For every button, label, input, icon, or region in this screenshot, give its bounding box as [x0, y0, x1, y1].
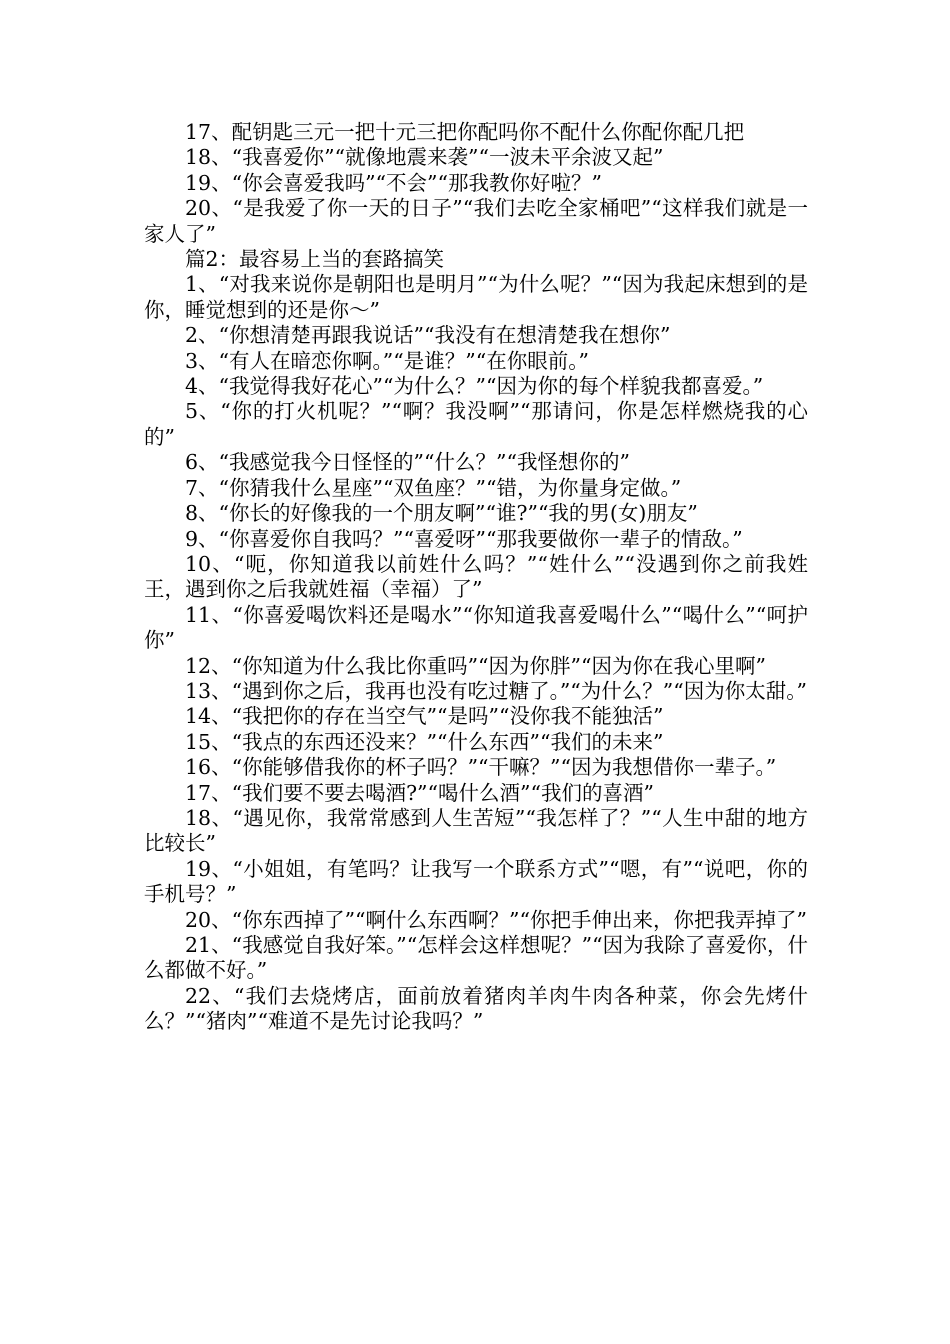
paragraph-7: 2、“你想清楚再跟我说话”“我没有在想清楚我在想你”: [185, 323, 671, 348]
paragraph-9: 4、“我觉得我好花心”“为什么？”“因为你的每个样貌我都喜爱。”: [185, 374, 764, 399]
paragraph-3: 19、“你会喜爱我吗”“不会”“那我教你好啦？”: [185, 170, 602, 195]
paragraph-6: 1、“对我来说你是朝阳也是明月”“为什么呢？”“因为我起床想到的是你，睡觉想到的还是你～”: [144, 272, 808, 322]
section-heading: 篇2：最容易上当的套路搞笑: [185, 247, 445, 272]
paragraph-15: 10、“呃，你知道我以前姓什么吗？”“姓什么”“没遇到你之前我姓王，遇到你之后我就姓福（幸福）了”: [144, 551, 808, 602]
paragraph-26: 21、“我感觉自我好笨。”“怎样会这样想呢？”“因为我除了喜爱你，什么都做不好。”: [144, 933, 808, 983]
paragraph-16: 11、“你喜爱喝饮料还是喝水”“你知道我喜爱喝什么”“喝什么”“呵护你”: [144, 602, 808, 653]
paragraph-2: 18、“我喜爱你”“就像地震来袭”“一波未平余波又起”: [185, 145, 664, 170]
document-body: [144, 120, 808, 1035]
paragraph-14: 9、“你喜爱你自我吗？”“喜爱呀”“那我要做你一辈子的情敌。”: [185, 526, 743, 551]
paragraph-11: 6、“我感觉我今日怪怪的”“什么？”“我怪想你的”: [185, 450, 630, 475]
paragraph-8: 3、“有人在暗恋你啊。”“是谁？”“在你眼前。”: [185, 348, 589, 373]
paragraph-21: 16、“你能够借我你的杯子吗？”“干嘛？”“因为我想借你一辈子。”: [185, 755, 777, 780]
paragraph-19: 14、“我把你的存在当空气”“是吗”“没你我不能独活”: [185, 704, 664, 729]
paragraph-27: 22、“我们去烧烤店，面前放着猪肉羊肉牛肉各种菜，你会先烤什么？”“猪肉”“难道不是先讨论我吗？”: [144, 983, 808, 1034]
paragraph-20: 15、“我点的东西还没来？”“什么东西”“我们的未来”: [185, 729, 664, 754]
paragraph-12: 7、“你猜我什么星座”“双鱼座？”“错，为你量身定做。”: [185, 475, 682, 500]
paragraph-25: 20、“你东西掉了”“啊什么东西啊？”“你把手伸出来，你把我弄掉了”: [185, 907, 807, 932]
paragraph-18: 13、“遇到你之后，我再也没有吃过糖了。”“为什么？”“因为你太甜。”: [185, 678, 807, 703]
paragraph-17: 12、“你知道为什么我比你重吗”“因为你胖”“因为你在我心里啊”: [185, 653, 766, 678]
paragraph-22: 17、“我们要不要去喝酒?”“喝什么酒”“我们的喜酒”: [185, 780, 654, 805]
paragraph-23: 18、“遇见你，我常常感到人生苦短”“我怎样了？”“人生中甜的地方比较长”: [144, 805, 808, 856]
paragraph-24: 19、“小姐姐，有笔吗？让我写一个联系方式”“嗯，有”“说吧，你的手机号？”: [144, 856, 808, 907]
paragraph-13: 8、“你长的好像我的一个朋友啊”“谁?”“我的男(女)朋友”: [185, 501, 698, 526]
paragraph-1: 17、配钥匙三元一把十元三把你配吗你不配什么你配你配几把: [185, 120, 745, 144]
paragraph-4: 20、“是我爱了你一天的日子”“我们去吃全家桶吧”“这样我们就是一家人了”: [144, 196, 808, 246]
paragraph-10: 5、“你的打火机呢？”“啊？我没啊”“那请问，你是怎样燃烧我的心的”: [144, 399, 808, 449]
